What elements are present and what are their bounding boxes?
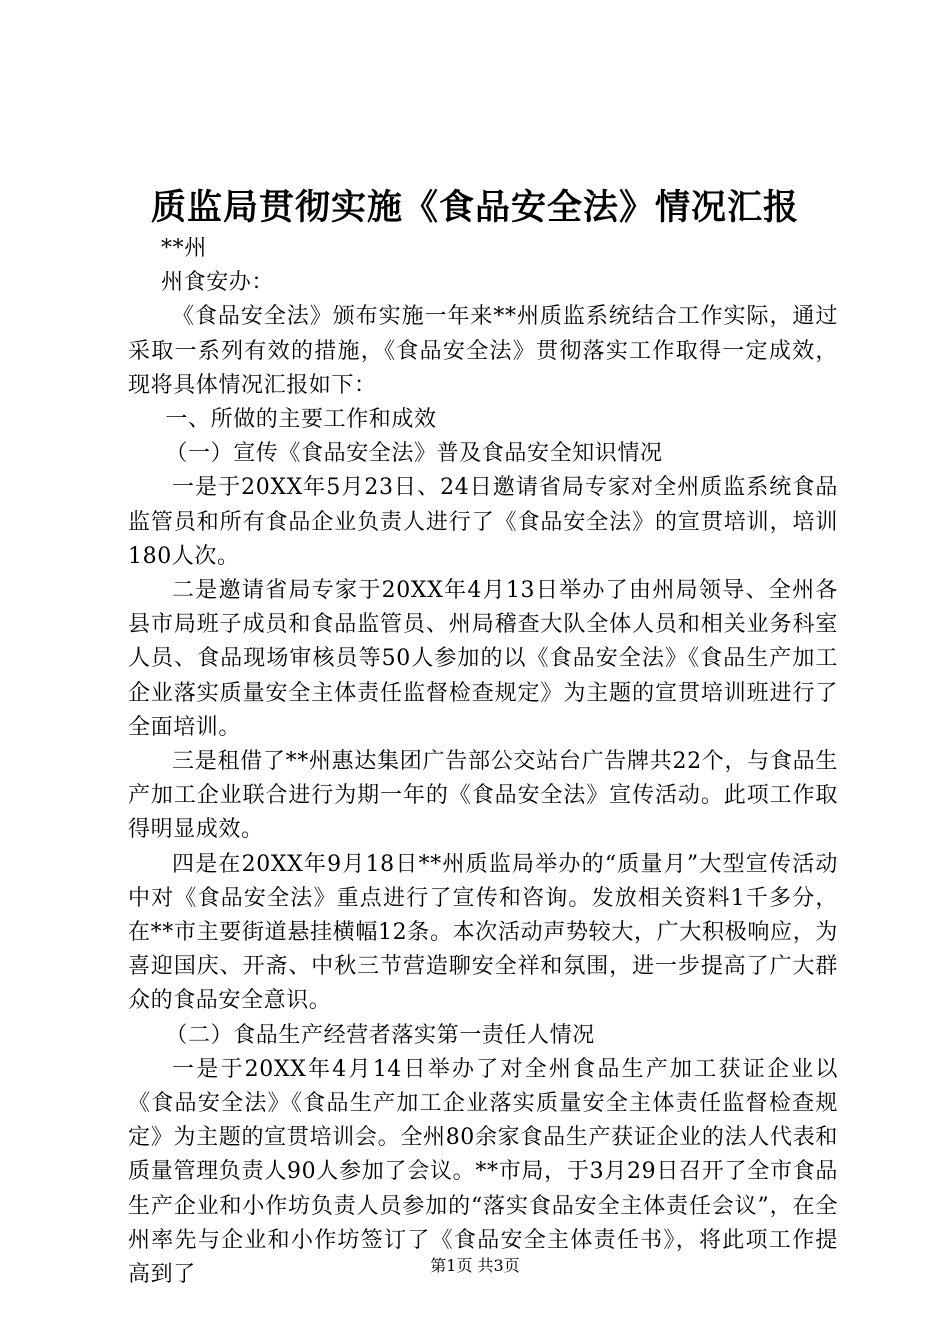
recipient-line: 州食安办： <box>161 270 275 296</box>
paragraph-5: 一是于20XX年4月14日举办了对全州食品生产加工获证企业以《食品安全法》《食品生产加工企业落实质量安全主体责任监督检查规定》为主题的宣贯培训会。全州80余家食品生产获证企业的法人代表和质量管理负责人90人参加了会议。**市局，于3月29日召开了全市食品生产企业和小作坊负责人员参加的“落实食品安全主体责任会议”，在全州率先与企业和小作坊签订了《食品安全主体责任书》，将此项工作提高到了 <box>128 1056 838 1288</box>
document-title: 质监局贯彻实施《食品安全法》情况汇报 <box>150 187 799 228</box>
page-footer: 第1页 共3页 <box>430 1256 520 1275</box>
document-body <box>128 232 838 1292</box>
paragraph-1: 一是于20XX年5月23日、24日邀请省局专家对全州质监系统食品监管员和所有食品企业负责人进行了《食品安全法》的宣贯培训，培训180人次。 <box>128 475 838 569</box>
paragraph-3: 三是租借了**州惠达集团广告部公交站台广告牌共22个，与食品生产加工企业联合进行为期一年的《食品安全法》宣传活动。此项工作取得明显成效。 <box>128 749 838 843</box>
paragraph-2: 二是邀请省局专家于20XX年4月13日举办了由州局领导、全州各县市局班子成员和食品监管员、州局稽查大队全体人员和相关业务科室人员、食品现场审核员等50人参加的以《食品安全法》《食品生产加工企业落实质量安全主体责任监督检查规定》为主题的宣贯培训班进行了全面培训。 <box>128 578 838 740</box>
subsection-heading-2: （二）食品生产经营者落实第一责任人情况 <box>165 1022 595 1048</box>
sender-line: **州 <box>161 236 207 261</box>
section-heading-1: 一、所做的主要工作和成效 <box>165 407 437 433</box>
intro-paragraph: 《食品安全法》颁布实施一年来**州质监系统结合工作实际，通过采取一系列有效的措施，《食品安全法》贯彻落实工作取得一定成效，现将具体情况汇报如下： <box>128 304 838 398</box>
paragraph-4: 四是在20XX年9月18日**州质监局举办的“质量月”大型宣传活动中对《食品安全法》重点进行了宣传和咨询。发放相关资料1千多分，在**市主要街道悬挂横幅12条。本次活动声势较大，广大积极响应，为喜迎国庆、开斋、中秋三节营造聊安全祥和氛围，进一步提高了广大群众的食品安全意识。 <box>128 851 838 1014</box>
subsection-heading-1: （一）宣传《食品安全法》普及食品安全知识情况 <box>165 441 663 467</box>
